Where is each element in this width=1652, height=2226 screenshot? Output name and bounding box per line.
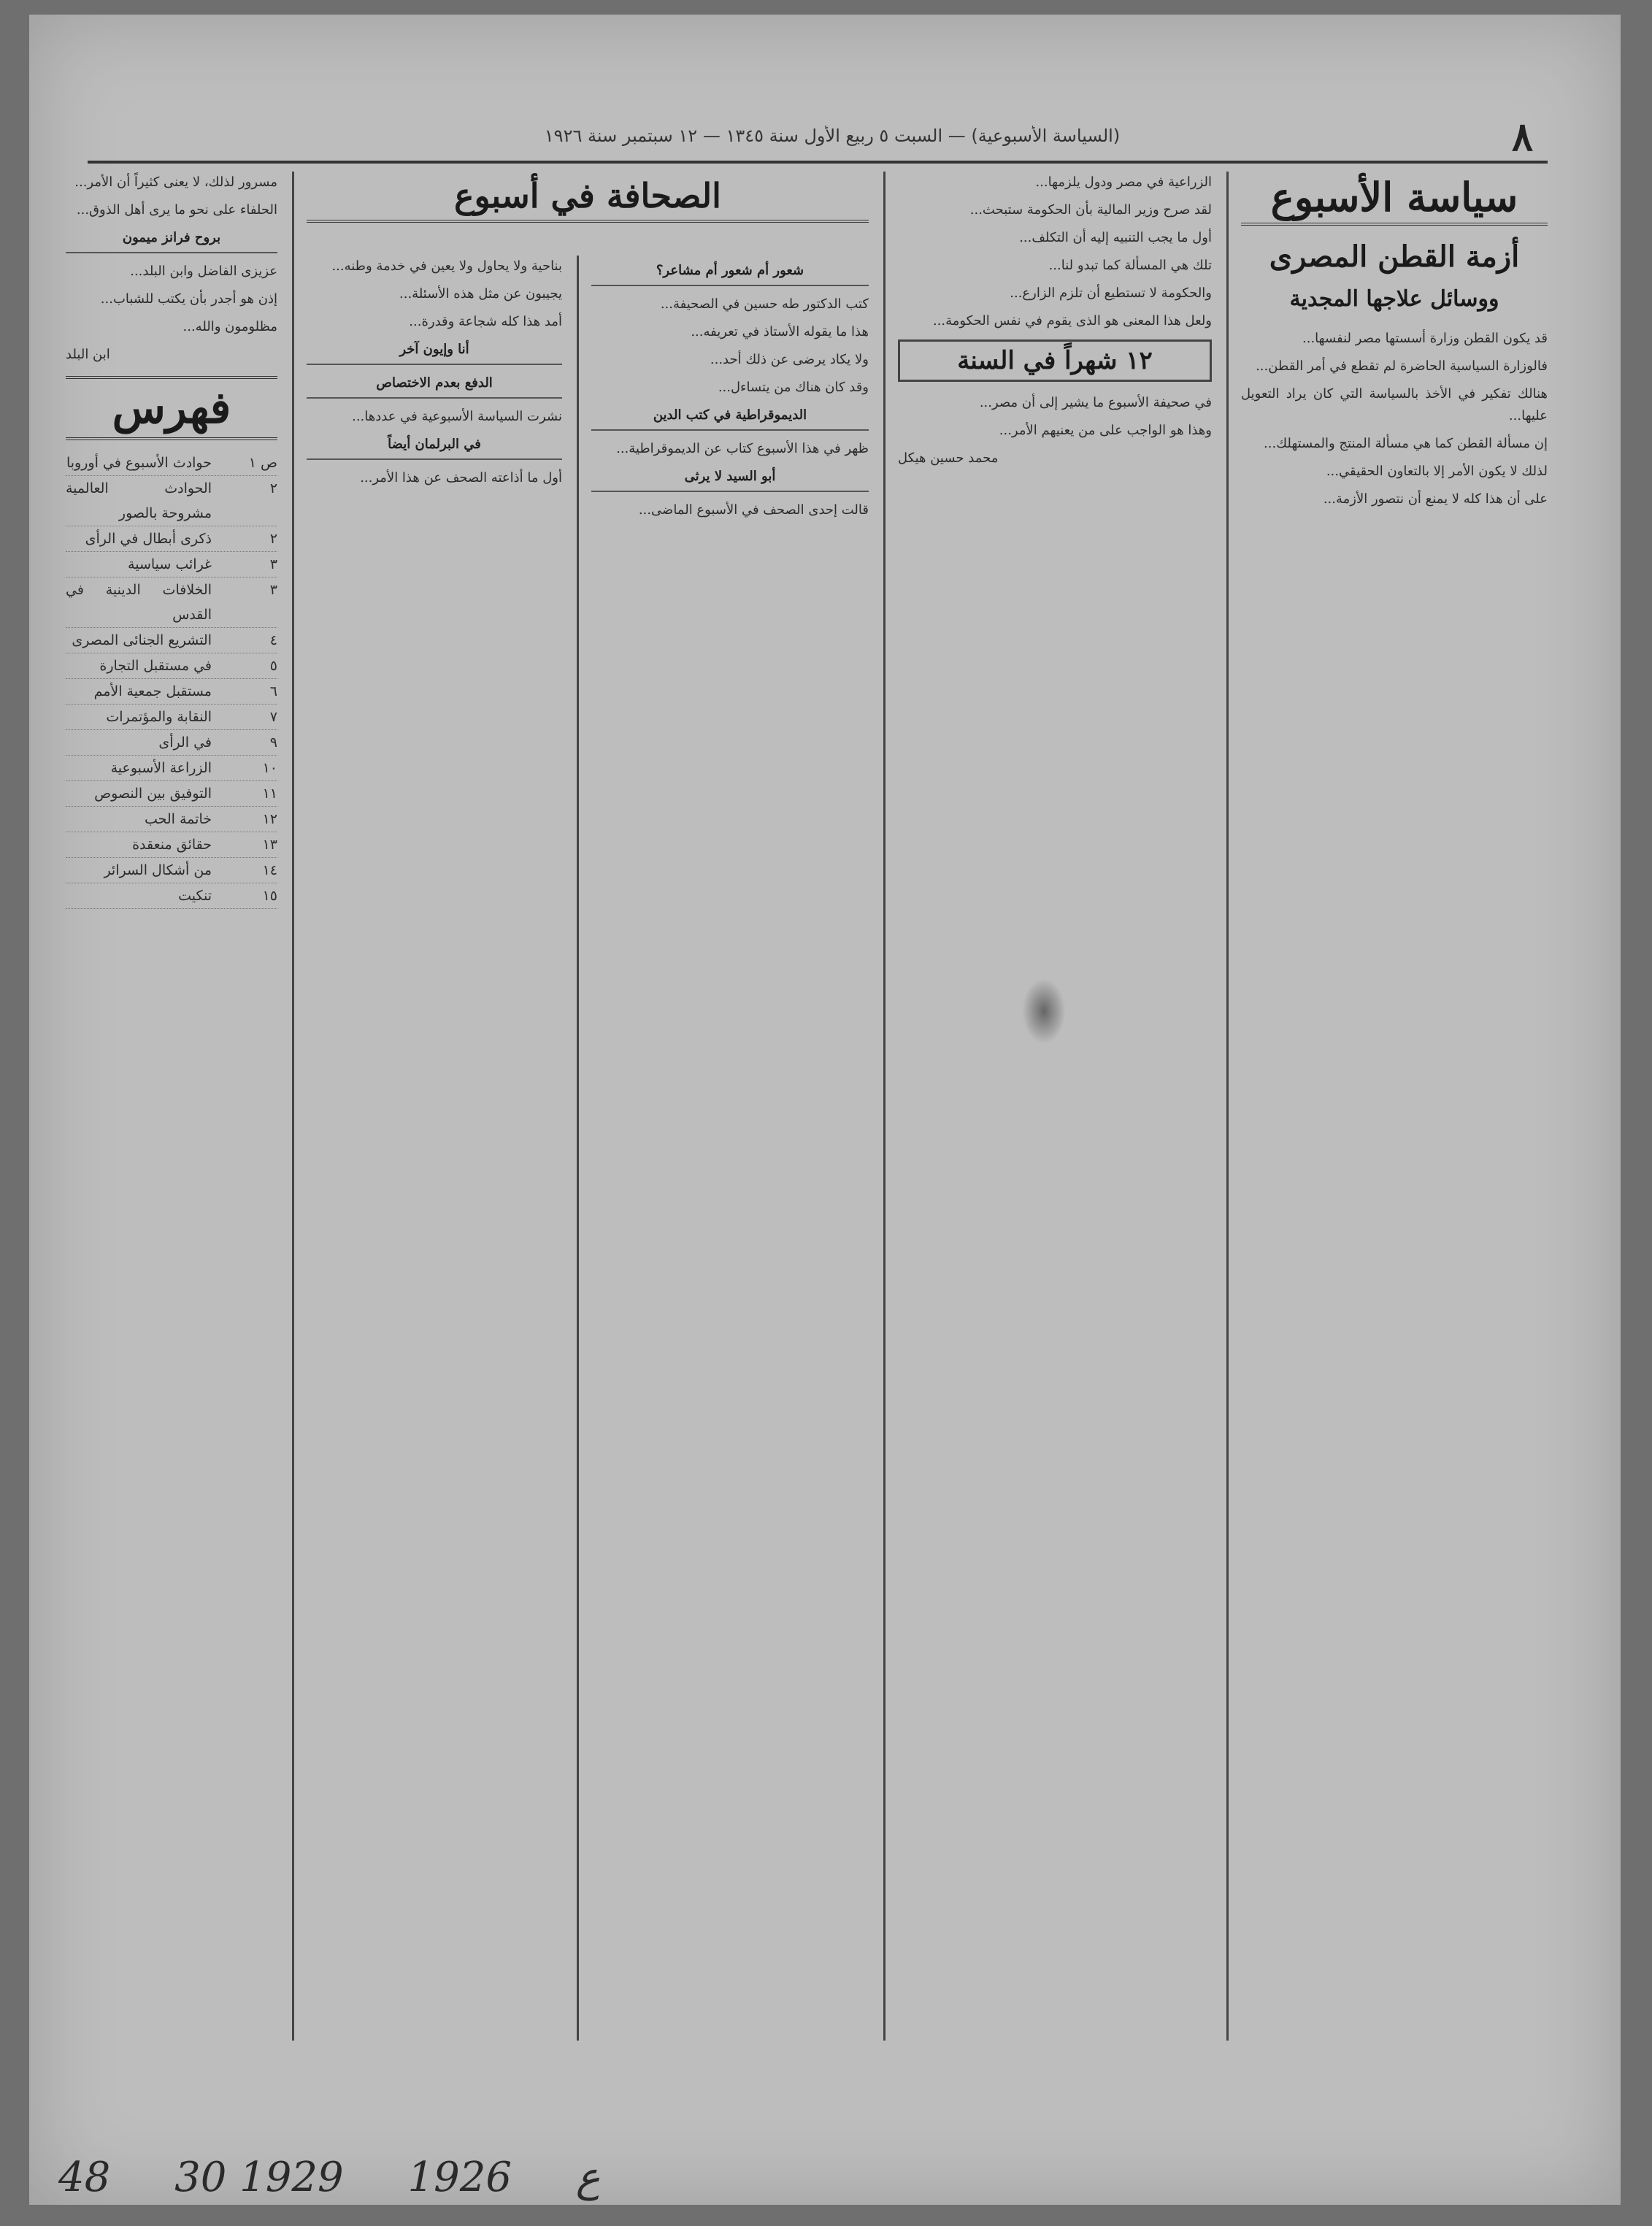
masthead-line: (السياسة الأسبوعية) — السبت ٥ ربيع الأول سنة ١٣٤٥ — ١٢ سبتمبر سنة ١٩٢٦: [544, 126, 1121, 146]
annotation-d: 1929: [239, 2154, 344, 2201]
box-headline-12-months: ١٢ شهراً في السنة: [898, 339, 1212, 382]
ink-smudge: [1022, 978, 1066, 1044]
paragraph: تلك هي المسألة كما تبدو لنا...: [1048, 258, 1212, 273]
paragraph: في صحيفة الأسبوع ما يشير إلى أن مصر...: [979, 395, 1212, 410]
paragraph: الحلفاء على نحو ما يرى أهل الذوق...: [76, 202, 277, 218]
paragraph: يجيبون عن مثل هذه الأسئلة...: [399, 286, 562, 302]
paragraph: مظلومون والله...: [183, 319, 277, 334]
paragraph: وهذا هو الواجب على من يعنيهم الأمر...: [999, 423, 1212, 438]
index-row: ١٣ حقائق منعقدة: [66, 832, 277, 858]
column-press-review-1: [591, 256, 869, 2125]
subhead: شعور أم شعور أم مشاعر؟: [591, 260, 869, 286]
index-row: ٣ غرائب سياسية: [66, 552, 277, 577]
signature: ابن البلد: [66, 347, 110, 362]
column-politics-cont: [898, 172, 1212, 2041]
subheadline-cotton-crisis: أزمة القطن المصرى: [1269, 239, 1520, 274]
section-title-press: الصحافة في أسبوع: [307, 172, 869, 223]
newspaper-page: [29, 15, 1621, 2205]
paragraph: بناحية ولا يحاول ولا يعين في خدمة وطنه...: [331, 258, 562, 274]
subhead: الديموقراطية في كتب الدين: [591, 404, 869, 431]
paragraph: إذن هو أجدر بأن يكتب للشباب...: [100, 291, 277, 307]
masthead: [88, 110, 1548, 164]
paragraph: والحكومة لا تستطيع أن تلزم الزارع...: [1010, 285, 1212, 301]
paragraph: مسرور لذلك، لا يعنى كثيراً أن الأمر...: [74, 174, 277, 190]
paragraph: ظهر في هذا الأسبوع كتاب عن الديموقراطية...: [616, 441, 869, 456]
paragraph: إن مسألة القطن كما هي مسألة المنتج والمستهلك...: [1264, 436, 1548, 451]
paragraph: لقد صرح وزير المالية بأن الحكومة ستبحث...: [969, 202, 1212, 218]
paragraph: عزيزى الفاضل وابن البلد...: [130, 264, 277, 279]
index-row: ١٢ خاتمة الحب: [66, 807, 277, 832]
index-row: ٦ مستقبل جمعية الأمم: [66, 679, 277, 705]
signature: محمد حسين هيكل: [898, 450, 999, 466]
subhead: بروح فرانز ميمون: [66, 227, 277, 253]
paragraph: نشرت السياسة الأسبوعية في عددها...: [352, 409, 562, 424]
paragraph: هنالك تفكير في الأخذ بالسياسة التي كان يراد التعويل عليها...: [1241, 386, 1548, 423]
paragraph: فالوزارة السياسية الحاضرة لم تقطع في أمر القطن...: [1256, 358, 1548, 374]
annotation-b: 30 ع: [174, 2154, 601, 2201]
index-row: ١٤ من أشكال السرائر: [66, 858, 277, 883]
index-row: ٣ الخلافات الدينية في القدس: [66, 577, 277, 628]
index-row: ١٠ الزراعة الأسبوعية: [66, 756, 277, 781]
subheadline-remedies: ووسائل علاجها المجدية: [1289, 286, 1499, 312]
index-row: ٥ في مستقبل التجارة: [66, 653, 277, 679]
column-rule: [883, 172, 885, 2041]
paragraph: وقد كان هناك من يتساءل...: [718, 380, 869, 395]
paragraph: أول ما يجب التنبيه إليه أن التكلف...: [1019, 230, 1212, 245]
index-row: ١١ التوفيق بين النصوص: [66, 781, 277, 807]
index-row: ص ١ حوادث الأسبوع في أوروبا: [66, 450, 277, 476]
paragraph: كتب الدكتور طه حسين في الصحيفة...: [660, 296, 869, 312]
subhead: أبو السيد لا يرثى: [591, 466, 869, 492]
column-rule: [1226, 172, 1229, 2041]
paragraph: لذلك لا يكون الأمر إلا بالتعاون الحقيقي...: [1326, 464, 1548, 479]
annotation-a: 48: [58, 2154, 111, 2201]
paragraph: أمد هذا كله شجاعة وقدرة...: [409, 314, 562, 329]
paragraph: الزراعية في مصر ودول يلزمها...: [1035, 174, 1212, 190]
headline-politics-of-week: سياسة الأسبوع: [1241, 172, 1548, 226]
paragraph: ولعل هذا المعنى هو الذى يقوم في نفس الحكومة...: [932, 313, 1212, 329]
index-row: ١٥ تنكيت: [66, 883, 277, 909]
index-row: ٧ النقابة والمؤتمرات: [66, 705, 277, 730]
paragraph: هذا ما يقوله الأستاذ في تعريفه...: [691, 324, 869, 339]
paragraph: ولا يكاد يرضى عن ذلك أحد...: [710, 352, 869, 367]
column-politics: [1241, 172, 1548, 2041]
index-row: ٢ الحوادث العالمية مشروحة بالصور: [66, 476, 277, 526]
paragraph: أول ما أذاعته الصحف عن هذا الأمر...: [360, 470, 562, 486]
column-rule: [292, 172, 294, 2041]
handwritten-annotation: [58, 2154, 651, 2201]
paragraph: قالت إحدى الصحف في الأسبوع الماضى...: [638, 502, 869, 518]
column-press-review-2: [307, 256, 562, 2041]
index-title: فهرس: [66, 376, 277, 440]
index-row: ٤ التشريع الجنائى المصرى: [66, 628, 277, 653]
paragraph: على أن هذا كله لا يمنع أن نتصور الأزمة...: [1323, 491, 1548, 507]
index-row: ٩ في الرأى: [66, 730, 277, 756]
subhead: في البرلمان أيضاً: [307, 434, 562, 460]
column-letters-index: [66, 172, 277, 2041]
press-section-header: [307, 172, 869, 252]
page-number: ٨: [1511, 113, 1533, 160]
subhead: أنا وإيون آخر: [307, 339, 562, 365]
subhead: الدفع بعدم الاختصاص: [307, 372, 562, 399]
index-row: ٢ ذكرى أبطال في الرأى: [66, 526, 277, 552]
paragraph: قد يكون القطن وزارة أسستها مصر لنفسها...: [1302, 331, 1548, 346]
annotation-c: 1926: [407, 2154, 512, 2201]
column-rule: [577, 256, 579, 2041]
